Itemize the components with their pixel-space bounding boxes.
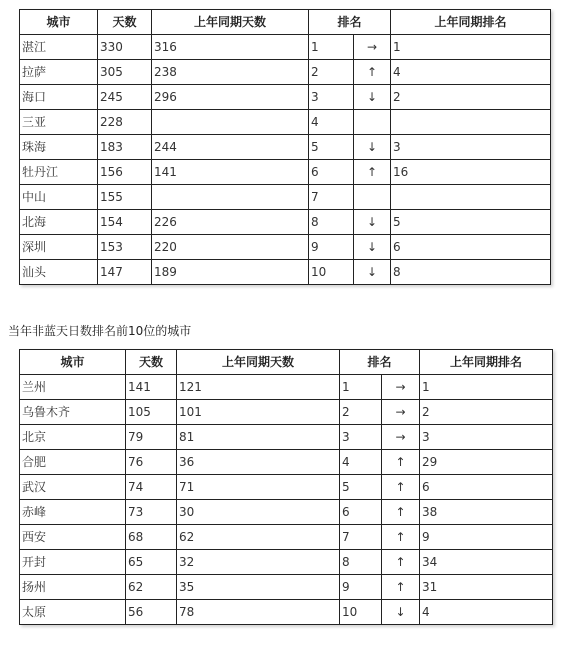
cell-prev-rank (391, 110, 551, 135)
table-row (20, 260, 551, 285)
table-row (20, 110, 551, 135)
cell-prev-rank: 6 (391, 235, 551, 260)
table-header-row (20, 10, 551, 35)
cell-days: 154 (98, 210, 152, 235)
cell-rank: 8 (340, 550, 382, 575)
cell-days: 245 (98, 85, 152, 110)
cell-days: 76 (126, 450, 177, 475)
trend-arrow-icon: ↑ (354, 160, 391, 185)
cell-prev-rank: 3 (420, 425, 553, 450)
cell-rank: 1 (309, 35, 354, 60)
non-blue-sky-ranking-table (19, 349, 553, 625)
cell-city: 兰州 (20, 375, 126, 400)
cell-prev-days: 81 (177, 425, 340, 450)
cell-days: 305 (98, 60, 152, 85)
cell-rank: 9 (340, 575, 382, 600)
table-row (20, 60, 551, 85)
table-row (20, 525, 553, 550)
trend-arrow-icon: → (354, 35, 391, 60)
cell-city: 湛江 (20, 35, 98, 60)
header-days: 天数 (98, 10, 152, 35)
cell-days: 147 (98, 260, 152, 285)
cell-city: 北京 (20, 425, 126, 450)
cell-prev-rank: 4 (391, 60, 551, 85)
cell-prev-rank: 29 (420, 450, 553, 475)
table-row (20, 575, 553, 600)
cell-prev-days: 189 (152, 260, 309, 285)
cell-rank: 8 (309, 210, 354, 235)
cell-rank: 1 (340, 375, 382, 400)
cell-prev-days: 316 (152, 35, 309, 60)
header-rank: 排名 (340, 350, 420, 375)
cell-city: 开封 (20, 550, 126, 575)
header-days: 天数 (126, 350, 177, 375)
cell-city: 三亚 (20, 110, 98, 135)
cell-rank: 4 (340, 450, 382, 475)
cell-city: 深圳 (20, 235, 98, 260)
cell-days: 156 (98, 160, 152, 185)
header-prev-rank: 上年同期排名 (420, 350, 553, 375)
trend-arrow-icon: ↓ (354, 135, 391, 160)
cell-prev-days: 32 (177, 550, 340, 575)
cell-prev-days: 36 (177, 450, 340, 475)
cell-prev-rank: 34 (420, 550, 553, 575)
cell-prev-rank: 9 (420, 525, 553, 550)
cell-prev-rank: 5 (391, 210, 551, 235)
cell-city: 海口 (20, 85, 98, 110)
cell-prev-days: 238 (152, 60, 309, 85)
header-prev-rank: 上年同期排名 (391, 10, 551, 35)
cell-prev-days: 121 (177, 375, 340, 400)
cell-prev-rank: 8 (391, 260, 551, 285)
cell-days: 153 (98, 235, 152, 260)
table-row (20, 185, 551, 210)
trend-arrow-icon: ↑ (382, 450, 420, 475)
cell-prev-rank: 38 (420, 500, 553, 525)
trend-arrow-icon: → (382, 425, 420, 450)
trend-arrow-icon: → (382, 375, 420, 400)
cell-prev-rank: 6 (420, 475, 553, 500)
cell-days: 68 (126, 525, 177, 550)
table-row (20, 500, 553, 525)
cell-prev-rank: 2 (391, 85, 551, 110)
trend-arrow-icon (354, 110, 391, 135)
cell-city: 乌鲁木齐 (20, 400, 126, 425)
cell-prev-days: 30 (177, 500, 340, 525)
cell-prev-days: 141 (152, 160, 309, 185)
cell-city: 北海 (20, 210, 98, 235)
header-prev-days: 上年同期天数 (152, 10, 309, 35)
cell-prev-rank: 31 (420, 575, 553, 600)
cell-days: 183 (98, 135, 152, 160)
cell-prev-rank: 1 (391, 35, 551, 60)
cell-rank: 9 (309, 235, 354, 260)
cell-prev-rank: 3 (391, 135, 551, 160)
cell-city: 牡丹江 (20, 160, 98, 185)
trend-arrow-icon: ↑ (382, 550, 420, 575)
cell-city: 合肥 (20, 450, 126, 475)
cell-city: 汕头 (20, 260, 98, 285)
cell-days: 79 (126, 425, 177, 450)
cell-days: 330 (98, 35, 152, 60)
table-row (20, 450, 553, 475)
cell-rank: 5 (309, 135, 354, 160)
cell-days: 56 (126, 600, 177, 625)
cell-rank: 2 (309, 60, 354, 85)
table-row (20, 375, 553, 400)
table-row (20, 600, 553, 625)
table-row (20, 235, 551, 260)
table-row (20, 35, 551, 60)
trend-arrow-icon: ↓ (354, 260, 391, 285)
cell-city: 中山 (20, 185, 98, 210)
header-prev-days: 上年同期天数 (177, 350, 340, 375)
cell-prev-days: 62 (177, 525, 340, 550)
cell-days: 65 (126, 550, 177, 575)
table-row (20, 400, 553, 425)
cell-days: 74 (126, 475, 177, 500)
cell-rank: 7 (340, 525, 382, 550)
cell-prev-days: 226 (152, 210, 309, 235)
cell-city: 太原 (20, 600, 126, 625)
cell-days: 141 (126, 375, 177, 400)
cell-rank: 6 (340, 500, 382, 525)
cell-prev-days: 296 (152, 85, 309, 110)
cell-prev-days: 244 (152, 135, 309, 160)
cell-rank: 3 (309, 85, 354, 110)
cell-prev-rank: 4 (420, 600, 553, 625)
trend-arrow-icon: ↑ (382, 525, 420, 550)
cell-city: 珠海 (20, 135, 98, 160)
header-rank: 排名 (309, 10, 391, 35)
trend-arrow-icon: ↑ (354, 60, 391, 85)
header-city: 城市 (20, 350, 126, 375)
table-row (20, 135, 551, 160)
trend-arrow-icon: ↓ (354, 210, 391, 235)
trend-arrow-icon: ↑ (382, 500, 420, 525)
cell-prev-days: 35 (177, 575, 340, 600)
trend-arrow-icon: ↑ (382, 575, 420, 600)
trend-arrow-icon: ↓ (354, 85, 391, 110)
table-row (20, 85, 551, 110)
cell-rank: 3 (340, 425, 382, 450)
cell-city: 扬州 (20, 575, 126, 600)
cell-rank: 10 (340, 600, 382, 625)
trend-arrow-icon: ↑ (382, 475, 420, 500)
cell-days: 155 (98, 185, 152, 210)
cell-city: 西安 (20, 525, 126, 550)
blue-sky-ranking-table (19, 9, 551, 285)
table-row (20, 210, 551, 235)
cell-prev-days: 101 (177, 400, 340, 425)
table-row (20, 475, 553, 500)
cell-city: 拉萨 (20, 60, 98, 85)
cell-prev-days: 78 (177, 600, 340, 625)
table-row (20, 550, 553, 575)
cell-rank: 2 (340, 400, 382, 425)
table-header-row (20, 350, 553, 375)
cell-days: 228 (98, 110, 152, 135)
cell-prev-days: 220 (152, 235, 309, 260)
trend-arrow-icon: ↓ (382, 600, 420, 625)
cell-days: 73 (126, 500, 177, 525)
header-city: 城市 (20, 10, 98, 35)
cell-prev-days: 71 (177, 475, 340, 500)
cell-prev-days (152, 110, 309, 135)
cell-prev-rank: 16 (391, 160, 551, 185)
table-row (20, 425, 553, 450)
cell-prev-days (152, 185, 309, 210)
cell-prev-rank: 2 (420, 400, 553, 425)
cell-prev-rank (391, 185, 551, 210)
trend-arrow-icon (354, 185, 391, 210)
cell-days: 105 (126, 400, 177, 425)
cell-prev-rank: 1 (420, 375, 553, 400)
table-row (20, 160, 551, 185)
cell-days: 62 (126, 575, 177, 600)
cell-rank: 7 (309, 185, 354, 210)
cell-rank: 10 (309, 260, 354, 285)
cell-city: 赤峰 (20, 500, 126, 525)
section-caption: 当年非蓝天日数排名前10位的城市 (8, 324, 192, 338)
trend-arrow-icon: ↓ (354, 235, 391, 260)
cell-rank: 6 (309, 160, 354, 185)
cell-rank: 4 (309, 110, 354, 135)
cell-rank: 5 (340, 475, 382, 500)
cell-city: 武汉 (20, 475, 126, 500)
trend-arrow-icon: → (382, 400, 420, 425)
